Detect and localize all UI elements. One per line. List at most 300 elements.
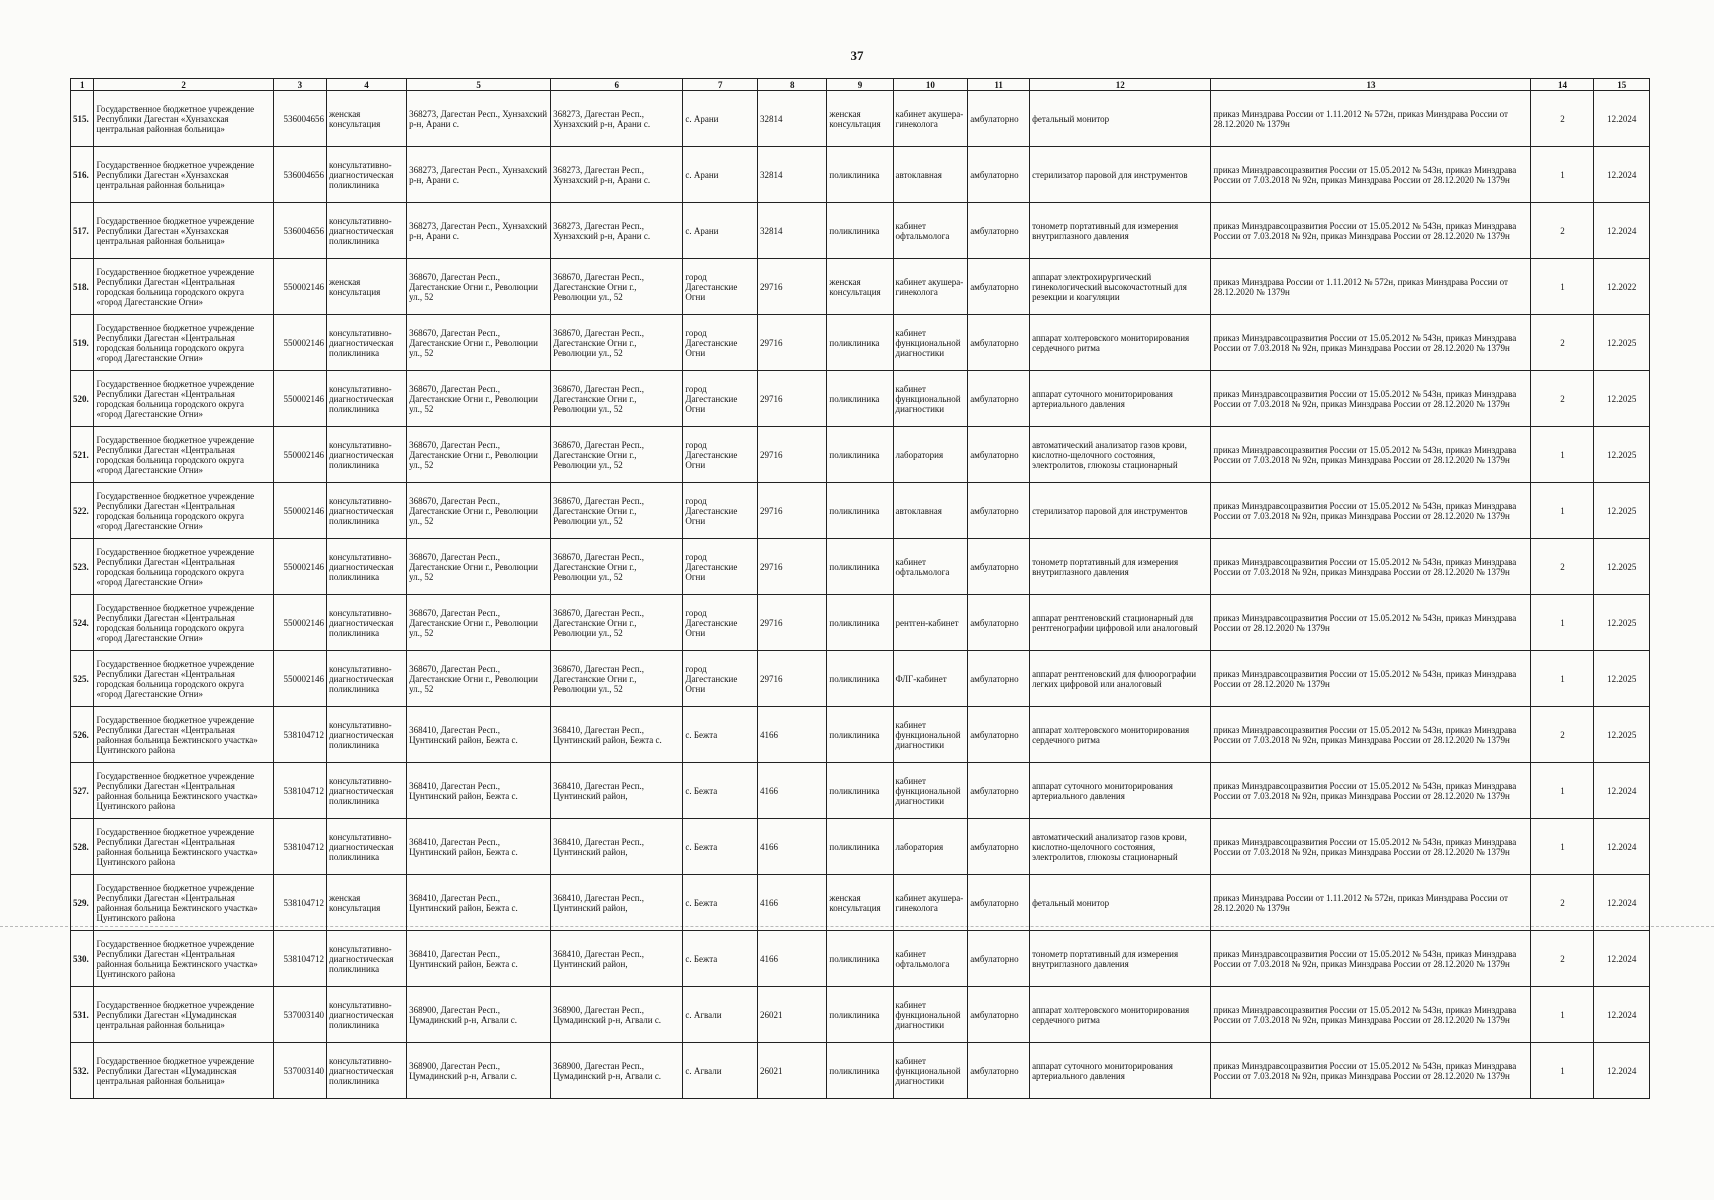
legal-address-cell: 368670, Дагестан Респ., Дагестанские Огни г., Революции ул., 52 xyxy=(407,371,551,427)
quantity-cell: 2 xyxy=(1531,707,1594,763)
table-row xyxy=(71,931,1650,987)
table-row xyxy=(71,1043,1650,1099)
due-date-cell: 12.2022 xyxy=(1594,259,1650,315)
quantity-cell: 2 xyxy=(1531,875,1594,931)
organization-cell: Государственное бюджетное учреждение Республики Дагестан «Центральная городская больница городского округа «город Дагестанские Огни» xyxy=(94,539,273,595)
division-cell: консультативно-диагностическая поликлиника xyxy=(327,483,407,539)
equipment-cell: аппарат суточного мониторирования артериального давления xyxy=(1030,371,1211,427)
care-form-cell: амбулаторно xyxy=(968,91,1030,147)
inn-cell: 536004656 xyxy=(273,147,326,203)
care-form-cell: амбулаторно xyxy=(968,371,1030,427)
inn-cell: 538104712 xyxy=(273,763,326,819)
order-reference-cell: приказ Минздравсоцразвития России от 15.05.2012 № 543н, приказ Минздрава России от 7.03.2018 № 92н, приказ Минздрава России от 28.12.2020 № 1379н xyxy=(1211,483,1531,539)
due-date-cell: 12.2025 xyxy=(1594,595,1650,651)
room-cell: кабинет офтальмолога xyxy=(893,931,968,987)
order-reference-cell: приказ Минздравсоцразвития России от 15.05.2012 № 543н, приказ Минздрава России от 7.03.2018 № 92н, приказ Минздрава России от 28.12.2020 № 1379н xyxy=(1211,1043,1531,1099)
settlement-cell: с. Бежта xyxy=(683,763,758,819)
equipment-cell: тонометр портативный для измерения внутриглазного давления xyxy=(1030,203,1211,259)
settlement-cell: с. Бежта xyxy=(683,707,758,763)
order-reference-cell: приказ Минздравсоцразвития России от 15.05.2012 № 543н, приказ Минздрава России от 7.03.2018 № 92н, приказ Минздрава России от 28.12.2020 № 1379н xyxy=(1211,707,1531,763)
actual-address-cell: 368670, Дагестан Респ., Дагестанские Огни г., Революции ул., 52 xyxy=(551,539,683,595)
due-date-cell: 12.2024 xyxy=(1594,819,1650,875)
unit-cell: поликлиника xyxy=(827,931,893,987)
legal-address-cell: 368670, Дагестан Респ., Дагестанские Огни г., Революции ул., 52 xyxy=(407,315,551,371)
settlement-code-cell: 4166 xyxy=(758,763,827,819)
organization-cell: Государственное бюджетное учреждение Республики Дагестан «Центральная районная больница Бежтинского участка» Цунтинского района xyxy=(94,819,273,875)
division-cell: женская консультация xyxy=(327,259,407,315)
inn-cell: 550002146 xyxy=(273,539,326,595)
equipment-cell: аппарат суточного мониторирования артериального давления xyxy=(1030,763,1211,819)
actual-address-cell: 368273, Дагестан Респ., Хунзахский р-н, Арани с. xyxy=(551,147,683,203)
room-cell: кабинет офтальмолога xyxy=(893,203,968,259)
division-cell: консультативно-диагностическая поликлиника xyxy=(327,651,407,707)
quantity-cell: 1 xyxy=(1531,427,1594,483)
room-cell: кабинет функциональной диагностики xyxy=(893,1043,968,1099)
order-reference-cell: приказ Минздрава России от 1.11.2012 № 572н, приказ Минздрава России от 28.12.2020 № 1379н xyxy=(1211,259,1531,315)
quantity-cell: 1 xyxy=(1531,595,1594,651)
due-date-cell: 12.2025 xyxy=(1594,483,1650,539)
care-form-cell: амбулаторно xyxy=(968,147,1030,203)
equipment-cell: аппарат суточного мониторирования артериального давления xyxy=(1030,1043,1211,1099)
room-cell: кабинет функциональной диагностики xyxy=(893,763,968,819)
settlement-cell: с. Арани xyxy=(683,203,758,259)
unit-cell: женская консультация xyxy=(827,875,893,931)
quantity-cell: 1 xyxy=(1531,763,1594,819)
settlement-cell: с. Арани xyxy=(683,147,758,203)
order-reference-cell: приказ Минздравсоцразвития России от 15.05.2012 № 543н, приказ Минздрава России от 7.03.2018 № 92н, приказ Минздрава России от 28.12.2020 № 1379н xyxy=(1211,763,1531,819)
quantity-cell: 1 xyxy=(1531,483,1594,539)
due-date-cell: 12.2024 xyxy=(1594,203,1650,259)
inn-cell: 538104712 xyxy=(273,875,326,931)
actual-address-cell: 368670, Дагестан Респ., Дагестанские Огни г., Революции ул., 52 xyxy=(551,371,683,427)
room-cell: лаборатория xyxy=(893,427,968,483)
settlement-cell: с. Арани xyxy=(683,91,758,147)
care-form-cell: амбулаторно xyxy=(968,315,1030,371)
row-number-cell: 516. xyxy=(71,147,94,203)
table-row xyxy=(71,427,1650,483)
column-header: 6 xyxy=(551,79,683,91)
unit-cell: поликлиника xyxy=(827,987,893,1043)
division-cell: консультативно-диагностическая поликлиника xyxy=(327,539,407,595)
equipment-cell: стерилизатор паровой для инструментов xyxy=(1030,483,1211,539)
unit-cell: поликлиника xyxy=(827,203,893,259)
division-cell: женская консультация xyxy=(327,91,407,147)
table-row xyxy=(71,819,1650,875)
settlement-cell: город Дагестанские Огни xyxy=(683,483,758,539)
actual-address-cell: 368900, Дагестан Респ., Цумадинский р-н, Агвали с. xyxy=(551,987,683,1043)
unit-cell: поликлиника xyxy=(827,483,893,539)
due-date-cell: 12.2024 xyxy=(1594,147,1650,203)
actual-address-cell: 368670, Дагестан Респ., Дагестанские Огни г., Революции ул., 52 xyxy=(551,595,683,651)
care-form-cell: амбулаторно xyxy=(968,707,1030,763)
row-number-cell: 520. xyxy=(71,371,94,427)
division-cell: консультативно-диагностическая поликлиника xyxy=(327,203,407,259)
unit-cell: поликлиника xyxy=(827,427,893,483)
settlement-code-cell: 4166 xyxy=(758,819,827,875)
due-date-cell: 12.2024 xyxy=(1594,875,1650,931)
row-number-cell: 528. xyxy=(71,819,94,875)
quantity-cell: 1 xyxy=(1531,987,1594,1043)
division-cell: консультативно-диагностическая поликлиника xyxy=(327,819,407,875)
settlement-cell: город Дагестанские Огни xyxy=(683,651,758,707)
organization-cell: Государственное бюджетное учреждение Республики Дагестан «Цумадинская центральная районная больница» xyxy=(94,1043,273,1099)
organization-cell: Государственное бюджетное учреждение Республики Дагестан «Центральная районная больница Бежтинского участка» Цунтинского района xyxy=(94,763,273,819)
actual-address-cell: 368900, Дагестан Респ., Цумадинский р-н, Агвали с. xyxy=(551,1043,683,1099)
care-form-cell: амбулаторно xyxy=(968,595,1030,651)
organization-cell: Государственное бюджетное учреждение Республики Дагестан «Центральная городская больница городского округа «город Дагестанские Огни» xyxy=(94,427,273,483)
legal-address-cell: 368410, Дагестан Респ., Цунтинский район, Бежта с. xyxy=(407,931,551,987)
settlement-cell: с. Бежта xyxy=(683,819,758,875)
order-reference-cell: приказ Минздрава России от 1.11.2012 № 572н, приказ Минздрава России от 28.12.2020 № 1379н xyxy=(1211,91,1531,147)
equipment-cell: аппарат рентгеновский для флюорографии легких цифровой или аналоговый xyxy=(1030,651,1211,707)
care-form-cell: амбулаторно xyxy=(968,763,1030,819)
room-cell: автоклавная xyxy=(893,483,968,539)
actual-address-cell: 368670, Дагестан Респ., Дагестанские Огни г., Революции ул., 52 xyxy=(551,651,683,707)
column-header: 7 xyxy=(683,79,758,91)
due-date-cell: 12.2024 xyxy=(1594,91,1650,147)
due-date-cell: 12.2024 xyxy=(1594,1043,1650,1099)
equipment-cell: автоматический анализатор газов крови, кислотно-щелочного состояния, электролитов, глюкозы стационарный xyxy=(1030,427,1211,483)
organization-cell: Государственное бюджетное учреждение Республики Дагестан «Центральная районная больница Бежтинского участка» Цунтинского района xyxy=(94,707,273,763)
row-number-cell: 518. xyxy=(71,259,94,315)
column-header: 10 xyxy=(893,79,968,91)
column-header: 9 xyxy=(827,79,893,91)
row-number-cell: 532. xyxy=(71,1043,94,1099)
column-header: 3 xyxy=(273,79,326,91)
actual-address-cell: 368273, Дагестан Респ., Хунзахский р-н, Арани с. xyxy=(551,203,683,259)
legal-address-cell: 368273, Дагестан Респ., Хунзахский р-н, Арани с. xyxy=(407,147,551,203)
inn-cell: 536004656 xyxy=(273,91,326,147)
inn-cell: 538104712 xyxy=(273,931,326,987)
order-reference-cell: приказ Минздравсоцразвития России от 15.05.2012 № 543н, приказ Минздрава России от 28.12.2020 № 1379н xyxy=(1211,651,1531,707)
actual-address-cell: 368410, Дагестан Респ., Цунтинский район, Бежта с. xyxy=(551,707,683,763)
settlement-cell: город Дагестанские Огни xyxy=(683,427,758,483)
legal-address-cell: 368670, Дагестан Респ., Дагестанские Огни г., Революции ул., 52 xyxy=(407,427,551,483)
settlement-cell: город Дагестанские Огни xyxy=(683,539,758,595)
due-date-cell: 12.2025 xyxy=(1594,315,1650,371)
actual-address-cell: 368670, Дагестан Респ., Дагестанские Огни г., Революции ул., 52 xyxy=(551,427,683,483)
settlement-cell: город Дагестанские Огни xyxy=(683,259,758,315)
table-row xyxy=(71,483,1650,539)
legal-address-cell: 368670, Дагестан Респ., Дагестанские Огни г., Революции ул., 52 xyxy=(407,259,551,315)
division-cell: консультативно-диагностическая поликлиника xyxy=(327,315,407,371)
equipment-cell: автоматический анализатор газов крови, кислотно-щелочного состояния, электролитов, глюкозы стационарный xyxy=(1030,819,1211,875)
organization-cell: Государственное бюджетное учреждение Республики Дагестан «Центральная городская больница городского округа «город Дагестанские Огни» xyxy=(94,371,273,427)
settlement-code-cell: 29716 xyxy=(758,539,827,595)
order-reference-cell: приказ Минздравсоцразвития России от 15.05.2012 № 543н, приказ Минздрава России от 7.03.2018 № 92н, приказ Минздрава России от 28.12.2020 № 1379н xyxy=(1211,371,1531,427)
row-number-cell: 517. xyxy=(71,203,94,259)
division-cell: консультативно-диагностическая поликлиника xyxy=(327,427,407,483)
equipment-cell: аппарат холтеровского мониторирования сердечного ритма xyxy=(1030,707,1211,763)
column-header: 15 xyxy=(1594,79,1650,91)
care-form-cell: амбулаторно xyxy=(968,1043,1030,1099)
settlement-cell: город Дагестанские Огни xyxy=(683,315,758,371)
equipment-cell: фетальный монитор xyxy=(1030,91,1211,147)
settlement-code-cell: 29716 xyxy=(758,259,827,315)
inn-cell: 537003140 xyxy=(273,1043,326,1099)
due-date-cell: 12.2024 xyxy=(1594,931,1650,987)
actual-address-cell: 368670, Дагестан Респ., Дагестанские Огни г., Революции ул., 52 xyxy=(551,483,683,539)
order-reference-cell: приказ Минздравсоцразвития России от 15.05.2012 № 543н, приказ Минздрава России от 7.03.2018 № 92н, приказ Минздрава России от 28.12.2020 № 1379н xyxy=(1211,203,1531,259)
due-date-cell: 12.2024 xyxy=(1594,763,1650,819)
inn-cell: 538104712 xyxy=(273,819,326,875)
legal-address-cell: 368670, Дагестан Респ., Дагестанские Огни г., Революции ул., 52 xyxy=(407,651,551,707)
row-number-cell: 524. xyxy=(71,595,94,651)
table-row xyxy=(71,259,1650,315)
room-cell: кабинет функциональной диагностики xyxy=(893,987,968,1043)
due-date-cell: 12.2025 xyxy=(1594,427,1650,483)
table-row xyxy=(71,203,1650,259)
care-form-cell: амбулаторно xyxy=(968,539,1030,595)
row-number-cell: 531. xyxy=(71,987,94,1043)
legal-address-cell: 368670, Дагестан Респ., Дагестанские Огни г., Революции ул., 52 xyxy=(407,483,551,539)
division-cell: женская консультация xyxy=(327,875,407,931)
legal-address-cell: 368410, Дагестан Респ., Цунтинский район, Бежта с. xyxy=(407,875,551,931)
column-header: 5 xyxy=(407,79,551,91)
settlement-cell: с. Бежта xyxy=(683,931,758,987)
organization-cell: Государственное бюджетное учреждение Республики Дагестан «Хунзахская центральная районная больница» xyxy=(94,147,273,203)
table-row xyxy=(71,707,1650,763)
order-reference-cell: приказ Минздравсоцразвития России от 15.05.2012 № 543н, приказ Минздрава России от 7.03.2018 № 92н, приказ Минздрава России от 28.12.2020 № 1379н xyxy=(1211,427,1531,483)
inn-cell: 550002146 xyxy=(273,259,326,315)
page-number: 37 xyxy=(850,48,864,63)
quantity-cell: 1 xyxy=(1531,1043,1594,1099)
unit-cell: поликлиника xyxy=(827,707,893,763)
division-cell: консультативно-диагностическая поликлиника xyxy=(327,371,407,427)
organization-cell: Государственное бюджетное учреждение Республики Дагестан «Центральная городская больница городского округа «город Дагестанские Огни» xyxy=(94,259,273,315)
legal-address-cell: 368900, Дагестан Респ., Цумадинский р-н, Агвали с. xyxy=(407,1043,551,1099)
care-form-cell: амбулаторно xyxy=(968,819,1030,875)
table-row xyxy=(71,371,1650,427)
room-cell: кабинет акушера-гинеколога xyxy=(893,91,968,147)
settlement-code-cell: 32814 xyxy=(758,147,827,203)
unit-cell: поликлиника xyxy=(827,651,893,707)
row-number-cell: 523. xyxy=(71,539,94,595)
settlement-cell: с. Агвали xyxy=(683,987,758,1043)
equipment-cell: аппарат электрохирургический гинекологический высокочастотный для резекции и коагуляции xyxy=(1030,259,1211,315)
division-cell: консультативно-диагностическая поликлиника xyxy=(327,1043,407,1099)
settlement-code-cell: 4166 xyxy=(758,931,827,987)
row-number-cell: 522. xyxy=(71,483,94,539)
inn-cell: 538104712 xyxy=(273,707,326,763)
order-reference-cell: приказ Минздравсоцразвития России от 15.05.2012 № 543н, приказ Минздрава России от 7.03.2018 № 92н, приказ Минздрава России от 28.12.2020 № 1379н xyxy=(1211,931,1531,987)
settlement-code-cell: 29716 xyxy=(758,595,827,651)
legal-address-cell: 368273, Дагестан Респ., Хунзахский р-н, Арани с. xyxy=(407,203,551,259)
settlement-code-cell: 29716 xyxy=(758,651,827,707)
due-date-cell: 12.2024 xyxy=(1594,987,1650,1043)
inn-cell: 536004656 xyxy=(273,203,326,259)
actual-address-cell: 368670, Дагестан Респ., Дагестанские Огни г., Революции ул., 52 xyxy=(551,259,683,315)
row-number-cell: 515. xyxy=(71,91,94,147)
quantity-cell: 2 xyxy=(1531,203,1594,259)
equipment-cell: тонометр портативный для измерения внутриглазного давления xyxy=(1030,931,1211,987)
settlement-cell: город Дагестанские Огни xyxy=(683,371,758,427)
quantity-cell: 2 xyxy=(1531,91,1594,147)
unit-cell: поликлиника xyxy=(827,539,893,595)
room-cell: кабинет акушера-гинеколога xyxy=(893,259,968,315)
order-reference-cell: приказ Минздравсоцразвития России от 15.05.2012 № 543н, приказ Минздрава России от 7.03.2018 № 92н, приказ Минздрава России от 28.12.2020 № 1379н xyxy=(1211,147,1531,203)
quantity-cell: 2 xyxy=(1531,539,1594,595)
quantity-cell: 2 xyxy=(1531,931,1594,987)
legal-address-cell: 368410, Дагестан Респ., Цунтинский район, Бежта с. xyxy=(407,819,551,875)
inn-cell: 550002146 xyxy=(273,483,326,539)
settlement-code-cell: 29716 xyxy=(758,371,827,427)
unit-cell: поликлиника xyxy=(827,147,893,203)
unit-cell: поликлиника xyxy=(827,763,893,819)
room-cell: ФЛГ-кабинет xyxy=(893,651,968,707)
division-cell: консультативно-диагностическая поликлиника xyxy=(327,931,407,987)
column-header: 4 xyxy=(327,79,407,91)
quantity-cell: 1 xyxy=(1531,819,1594,875)
order-reference-cell: приказ Минздравсоцразвития России от 15.05.2012 № 543н, приказ Минздрава России от 7.03.2018 № 92н, приказ Минздрава России от 28.12.2020 № 1379н xyxy=(1211,987,1531,1043)
column-header: 2 xyxy=(94,79,273,91)
due-date-cell: 12.2025 xyxy=(1594,651,1650,707)
row-number-cell: 526. xyxy=(71,707,94,763)
room-cell: кабинет офтальмолога xyxy=(893,539,968,595)
unit-cell: поликлиника xyxy=(827,819,893,875)
organization-cell: Государственное бюджетное учреждение Республики Дагестан «Хунзахская центральная районная больница» xyxy=(94,203,273,259)
equipment-cell: тонометр портативный для измерения внутриглазного давления xyxy=(1030,539,1211,595)
table-row xyxy=(71,595,1650,651)
settlement-code-cell: 4166 xyxy=(758,707,827,763)
legal-address-cell: 368900, Дагестан Респ., Цумадинский р-н, Агвали с. xyxy=(407,987,551,1043)
inn-cell: 537003140 xyxy=(273,987,326,1043)
legal-address-cell: 368410, Дагестан Респ., Цунтинский район, Бежта с. xyxy=(407,707,551,763)
organization-cell: Государственное бюджетное учреждение Республики Дагестан «Центральная районная больница Бежтинского участка» Цунтинского района xyxy=(94,931,273,987)
legal-address-cell: 368670, Дагестан Респ., Дагестанские Огни г., Революции ул., 52 xyxy=(407,539,551,595)
settlement-code-cell: 32814 xyxy=(758,203,827,259)
actual-address-cell: 368410, Дагестан Респ., Цунтинский район, xyxy=(551,931,683,987)
column-header: 11 xyxy=(968,79,1030,91)
room-cell: кабинет акушера-гинеколога xyxy=(893,875,968,931)
column-header: 1 xyxy=(71,79,94,91)
care-form-cell: амбулаторно xyxy=(968,987,1030,1043)
organization-cell: Государственное бюджетное учреждение Республики Дагестан «Центральная городская больница городского округа «город Дагестанские Огни» xyxy=(94,595,273,651)
room-cell: кабинет функциональной диагностики xyxy=(893,707,968,763)
unit-cell: поликлиника xyxy=(827,595,893,651)
unit-cell: женская консультация xyxy=(827,259,893,315)
actual-address-cell: 368410, Дагестан Респ., Цунтинский район, xyxy=(551,819,683,875)
equipment-cell: аппарат холтеровского мониторирования сердечного ритма xyxy=(1030,987,1211,1043)
organization-cell: Государственное бюджетное учреждение Республики Дагестан «Цумадинская центральная районная больница» xyxy=(94,987,273,1043)
division-cell: консультативно-диагностическая поликлиника xyxy=(327,763,407,819)
organization-cell: Государственное бюджетное учреждение Республики Дагестан «Центральная городская больница городского округа «город Дагестанские Огни» xyxy=(94,483,273,539)
equipment-cell: фетальный монитор xyxy=(1030,875,1211,931)
order-reference-cell: приказ Минздравсоцразвития России от 15.05.2012 № 543н, приказ Минздрава России от 7.03.2018 № 92н, приказ Минздрава России от 28.12.2020 № 1379н xyxy=(1211,819,1531,875)
unit-cell: поликлиника xyxy=(827,315,893,371)
table-row xyxy=(71,987,1650,1043)
due-date-cell: 12.2025 xyxy=(1594,371,1650,427)
room-cell: автоклавная xyxy=(893,147,968,203)
care-form-cell: амбулаторно xyxy=(968,483,1030,539)
legal-address-cell: 368410, Дагестан Респ., Цунтинский район, Бежта с. xyxy=(407,763,551,819)
order-reference-cell: приказ Минздрава России от 1.11.2012 № 572н, приказ Минздрава России от 28.12.2020 № 1379н xyxy=(1211,875,1531,931)
division-cell: консультативно-диагностическая поликлиника xyxy=(327,595,407,651)
due-date-cell: 12.2025 xyxy=(1594,707,1650,763)
row-number-cell: 519. xyxy=(71,315,94,371)
row-number-cell: 525. xyxy=(71,651,94,707)
due-date-cell: 12.2025 xyxy=(1594,539,1650,595)
quantity-cell: 1 xyxy=(1531,147,1594,203)
settlement-code-cell: 29716 xyxy=(758,483,827,539)
row-number-cell: 529. xyxy=(71,875,94,931)
inn-cell: 550002146 xyxy=(273,371,326,427)
organization-cell: Государственное бюджетное учреждение Республики Дагестан «Центральная городская больница городского округа «город Дагестанские Огни» xyxy=(94,651,273,707)
settlement-code-cell: 26021 xyxy=(758,1043,827,1099)
actual-address-cell: 368670, Дагестан Респ., Дагестанские Огни г., Революции ул., 52 xyxy=(551,315,683,371)
column-header: 8 xyxy=(758,79,827,91)
table-row xyxy=(71,875,1650,931)
unit-cell: поликлиника xyxy=(827,371,893,427)
inn-cell: 550002146 xyxy=(273,595,326,651)
legal-address-cell: 368670, Дагестан Респ., Дагестанские Огни г., Революции ул., 52 xyxy=(407,595,551,651)
equipment-register-table xyxy=(70,78,1650,1099)
care-form-cell: амбулаторно xyxy=(968,651,1030,707)
inn-cell: 550002146 xyxy=(273,427,326,483)
inn-cell: 550002146 xyxy=(273,651,326,707)
equipment-cell: аппарат рентгеновский стационарный для рентгенографии цифровой или аналоговый xyxy=(1030,595,1211,651)
table-row xyxy=(71,651,1650,707)
order-reference-cell: приказ Минздравсоцразвития России от 15.05.2012 № 543н, приказ Минздрава России от 7.03.2018 № 92н, приказ Минздрава России от 28.12.2020 № 1379н xyxy=(1211,315,1531,371)
equipment-cell: аппарат холтеровского мониторирования сердечного ритма xyxy=(1030,315,1211,371)
settlement-cell: с. Агвали xyxy=(683,1043,758,1099)
table-row xyxy=(71,539,1650,595)
settlement-code-cell: 4166 xyxy=(758,875,827,931)
care-form-cell: амбулаторно xyxy=(968,203,1030,259)
column-header: 13 xyxy=(1211,79,1531,91)
actual-address-cell: 368410, Дагестан Респ., Цунтинский район, xyxy=(551,763,683,819)
organization-cell: Государственное бюджетное учреждение Республики Дагестан «Центральная районная больница Бежтинского участка» Цунтинского района xyxy=(94,875,273,931)
room-cell: кабинет функциональной диагностики xyxy=(893,371,968,427)
order-reference-cell: приказ Минздравсоцразвития России от 15.05.2012 № 543н, приказ Минздрава России от 28.12.2020 № 1379н xyxy=(1211,595,1531,651)
legal-address-cell: 368273, Дагестан Респ., Хунзахский р-н, Арани с. xyxy=(407,91,551,147)
room-cell: рентген-кабинет xyxy=(893,595,968,651)
settlement-code-cell: 29716 xyxy=(758,427,827,483)
room-cell: лаборатория xyxy=(893,819,968,875)
division-cell: консультативно-диагностическая поликлиника xyxy=(327,147,407,203)
unit-cell: поликлиника xyxy=(827,1043,893,1099)
row-number-cell: 530. xyxy=(71,931,94,987)
settlement-cell: город Дагестанские Огни xyxy=(683,595,758,651)
division-cell: консультативно-диагностическая поликлиника xyxy=(327,707,407,763)
column-header: 12 xyxy=(1030,79,1211,91)
table-row xyxy=(71,315,1650,371)
table-row xyxy=(71,91,1650,147)
room-cell: кабинет функциональной диагностики xyxy=(893,315,968,371)
settlement-cell: с. Бежта xyxy=(683,875,758,931)
inn-cell: 550002146 xyxy=(273,315,326,371)
equipment-cell: стерилизатор паровой для инструментов xyxy=(1030,147,1211,203)
unit-cell: женская консультация xyxy=(827,91,893,147)
actual-address-cell: 368273, Дагестан Респ., Хунзахский р-н, Арани с. xyxy=(551,91,683,147)
table-row xyxy=(71,147,1650,203)
settlement-code-cell: 32814 xyxy=(758,91,827,147)
table-row xyxy=(71,763,1650,819)
row-number-cell: 521. xyxy=(71,427,94,483)
column-header: 14 xyxy=(1531,79,1594,91)
column-number-row xyxy=(71,79,1650,91)
quantity-cell: 2 xyxy=(1531,315,1594,371)
care-form-cell: амбулаторно xyxy=(968,259,1030,315)
organization-cell: Государственное бюджетное учреждение Республики Дагестан «Хунзахская центральная районная больница» xyxy=(94,91,273,147)
quantity-cell: 1 xyxy=(1531,259,1594,315)
settlement-code-cell: 26021 xyxy=(758,987,827,1043)
row-number-cell: 527. xyxy=(71,763,94,819)
care-form-cell: амбулаторно xyxy=(968,931,1030,987)
order-reference-cell: приказ Минздравсоцразвития России от 15.05.2012 № 543н, приказ Минздрава России от 7.03.2018 № 92н, приказ Минздрава России от 28.12.2020 № 1379н xyxy=(1211,539,1531,595)
organization-cell: Государственное бюджетное учреждение Республики Дагестан «Центральная городская больница городского округа «город Дагестанские Огни» xyxy=(94,315,273,371)
care-form-cell: амбулаторно xyxy=(968,427,1030,483)
